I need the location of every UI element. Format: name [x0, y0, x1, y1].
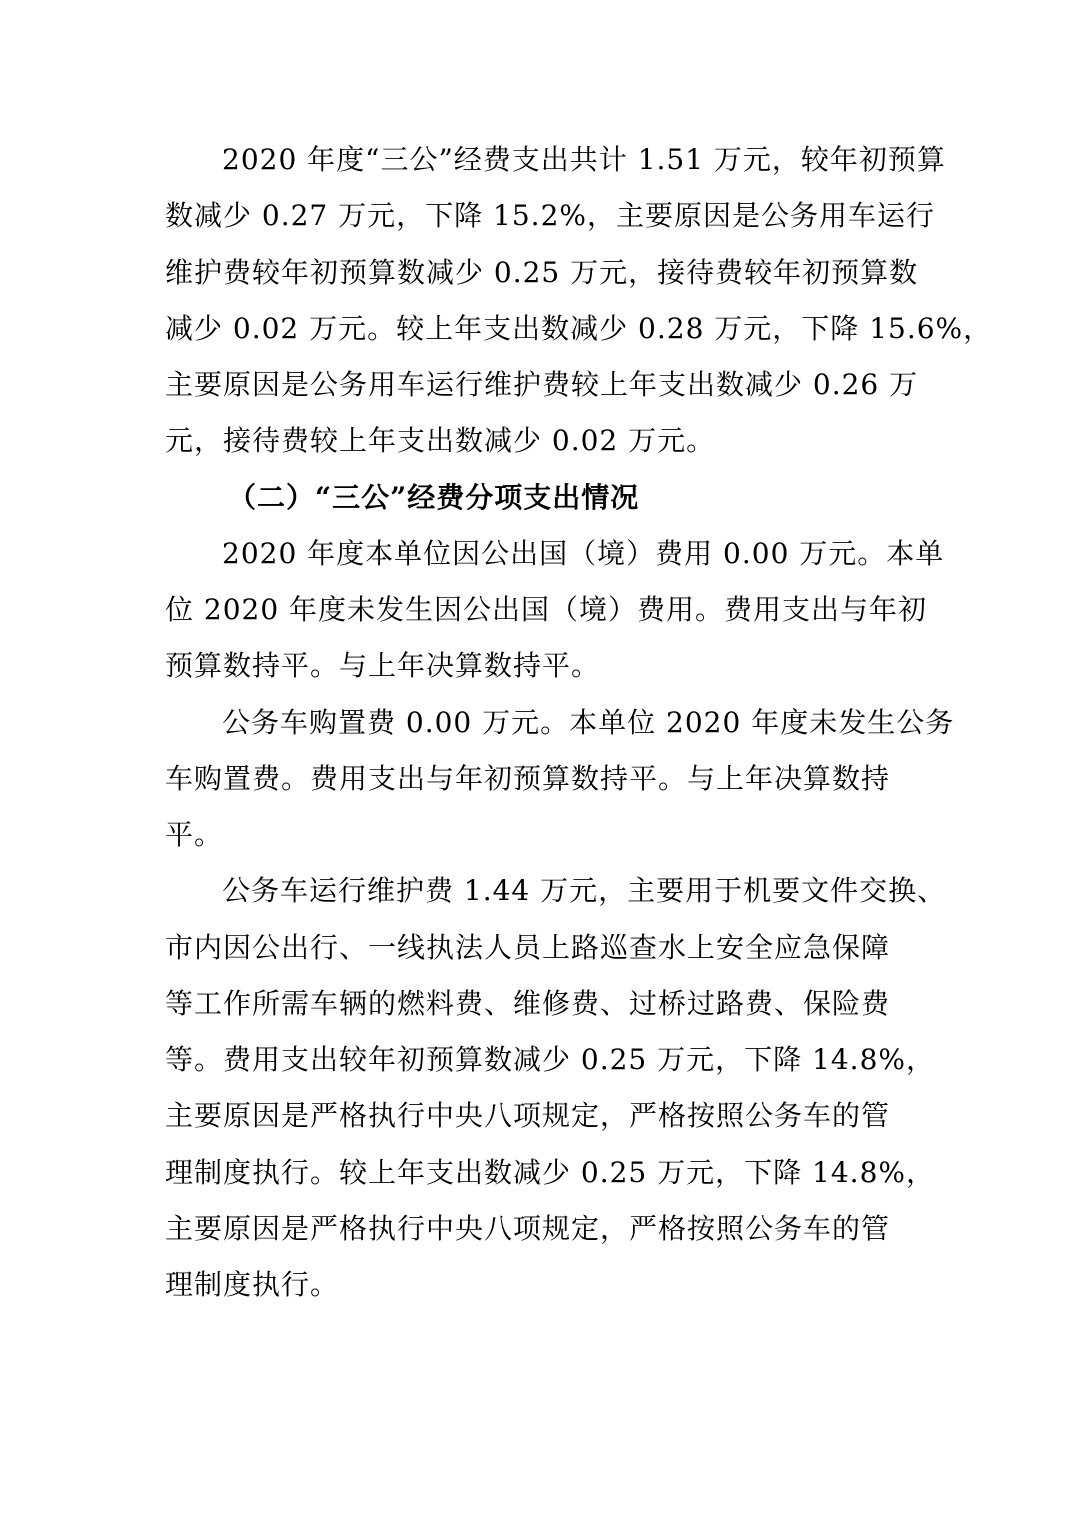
section-heading: （二）“三公”经费分项支出情况	[228, 481, 640, 514]
paragraph-4-line-1: 公务车运行维护费 1.44 万元，主要用于机要文件交换、	[222, 874, 947, 907]
paragraph-3-line-3: 平。	[165, 818, 224, 851]
paragraph-1-line-5: 主要原因是公务用车运行维护费较上年支出数减少 0.26 万	[165, 368, 919, 401]
paragraph-3-line-1: 公务车购置费 0.00 万元。本单位 2020 年度未发生公务	[222, 706, 955, 739]
paragraph-2-line-2: 位 2020 年度未发生因公出国（境）费用。费用支出与年初	[165, 593, 928, 626]
paragraph-4-line-2: 市内因公出行、一线执法人员上路巡查水上安全应急保障	[165, 931, 891, 964]
paragraph-2-line-1: 2020 年度本单位因公出国（境）费用 0.00 万元。本单	[222, 537, 945, 570]
paragraph-4-line-3: 等工作所需车辆的燃料费、维修费、过桥过路费、保险费	[165, 987, 891, 1020]
paragraph-2-line-3: 预算数持平。与上年决算数持平。	[165, 649, 601, 682]
paragraph-1-line-4: 减少 0.02 万元。较上年支出数减少 0.28 万元，下降 15.6%，	[165, 312, 993, 345]
paragraph-4-line-7: 主要原因是严格执行中央八项规定，严格按照公务车的管	[165, 1212, 891, 1245]
paragraph-4-line-5: 主要原因是严格执行中央八项规定，严格按照公务车的管	[165, 1099, 891, 1132]
paragraph-1-line-1: 2020 年度“三公”经费支出共计 1.51 万元，较年初预算	[222, 143, 946, 176]
paragraph-3-line-2: 车购置费。费用支出与年初预算数持平。与上年决算数持	[165, 762, 891, 795]
paragraph-4-line-6: 理制度执行。较上年支出数减少 0.25 万元，下降 14.8%，	[165, 1156, 935, 1189]
paragraph-4-line-4: 等。费用支出较年初预算数减少 0.25 万元，下降 14.8%，	[165, 1043, 935, 1076]
paragraph-1-line-3: 维护费较年初预算数减少 0.25 万元，接待费较年初预算数	[165, 256, 919, 289]
paragraph-1-line-6: 元，接待费较上年支出数减少 0.02 万元。	[165, 424, 716, 457]
paragraph-1-line-2: 数减少 0.27 万元，下降 15.2%，主要原因是公务用车运行	[165, 199, 935, 232]
paragraph-4-line-8: 理制度执行。	[165, 1268, 340, 1301]
